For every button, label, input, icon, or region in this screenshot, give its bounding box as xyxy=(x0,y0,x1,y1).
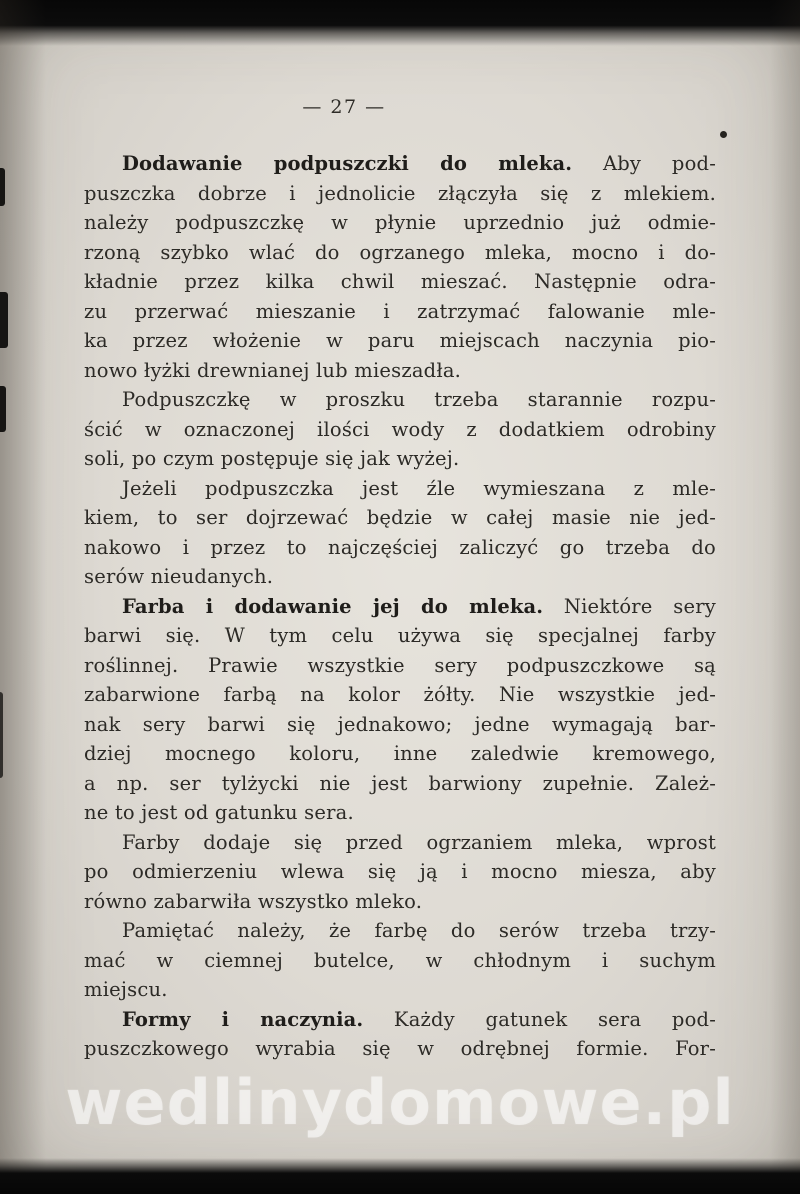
text-line: barwi się. W tym celu używa się specjalnej farby xyxy=(84,624,716,647)
scan-edge-bottom xyxy=(0,1158,800,1194)
scan-artifact xyxy=(0,292,8,348)
binding-shadow-left xyxy=(0,0,46,1194)
paragraph-lead: Dodawanie podpuszczki do mleka. xyxy=(122,152,573,175)
paragraph xyxy=(84,1005,716,1064)
text-line: Pamiętać należy, że farbę do serów trzeba trzy- xyxy=(122,919,716,942)
scan-edge-top xyxy=(0,0,800,46)
text-line: nak sery barwi się jednakowo; jedne wymagają bar- xyxy=(84,712,716,736)
text-line: roślinnej. Prawie wszystkie sery podpuszczkowe są xyxy=(84,653,716,677)
ink-speck xyxy=(720,131,727,138)
text-line: po odmierzeniu wlewa się ją i mocno miesza, aby xyxy=(84,860,716,883)
text-line: mać w ciemnej butelce, w chłodnym i suchym xyxy=(84,948,716,972)
text-line xyxy=(84,592,716,622)
text-line: puszczka dobrze i jednolicie złączyła się z mlekiem. xyxy=(84,181,716,205)
text-line xyxy=(84,1005,716,1035)
text-line-text: Każdy gatunek sera pod- xyxy=(393,1007,716,1031)
text-line: kładnie przez kilka chwil mieszać. Następnie odra- xyxy=(84,270,716,293)
text-line: dziej mocnego koloru, inne zaledwie kremowego, xyxy=(84,742,716,765)
text-line: nowo łyżki drewnianej lub mieszadła. xyxy=(84,358,462,382)
paragraph-lead: Formy i naczynia. xyxy=(122,1007,364,1031)
text-line: Podpuszczkę w proszku trzeba starannie rozpu- xyxy=(122,388,716,411)
text-line-text: Niektóre sery xyxy=(563,594,716,618)
text-line: nakowo i przez to najczęściej zaliczyć go trzeba do xyxy=(84,535,716,559)
text-line: Jeżeli podpuszczka jest źle wymieszana z mle- xyxy=(122,476,716,500)
scan-artifact xyxy=(0,386,6,432)
page-shadow-right xyxy=(770,0,800,1194)
text-line: serów nieudanych. xyxy=(84,565,274,588)
paragraph xyxy=(84,828,716,917)
paragraph xyxy=(84,149,716,385)
paragraph xyxy=(84,474,716,592)
text-line: miejscu. xyxy=(84,978,168,1001)
text-line: ścić w oznaczonej ilości wody z dodatkiem odrobiny xyxy=(84,417,716,441)
paragraph xyxy=(84,385,716,474)
text-line: zu przerwać mieszanie i zatrzymać falowanie mle- xyxy=(84,299,716,323)
watermark: wedlinydomowe.pl xyxy=(65,1066,735,1139)
text-line: kiem, to ser dojrzewać będzie w całej masie nie jed- xyxy=(84,506,716,529)
paragraph xyxy=(84,916,716,1005)
text-line: równo zabarwiła wszystko mleko. xyxy=(84,889,423,913)
text-line: zabarwione farbą na kolor żółty. Nie wszystkie jed- xyxy=(84,683,716,706)
paragraph-lead: Farba i dodawanie jej do mleka. xyxy=(122,594,544,618)
text-line: należy podpuszczkę w płynie uprzednio już odmie- xyxy=(84,211,716,234)
scan-artifact xyxy=(0,692,3,778)
text-line: a np. ser tylżycki nie jest barwiony zupełnie. Zależ- xyxy=(84,771,716,795)
text-line: Farby dodaje się przed ogrzaniem mleka, wprost xyxy=(122,830,716,854)
page-text xyxy=(84,149,716,1064)
paragraph xyxy=(84,592,716,828)
page-number: — 27 — xyxy=(302,96,386,118)
text-line-text: Aby pod- xyxy=(602,152,716,175)
text-line: rzoną szybko wlać do ogrzanego mleka, mocno i do- xyxy=(84,240,716,264)
text-line: soli, po czym postępuje się jak wyżej. xyxy=(84,447,460,470)
text-line xyxy=(84,149,716,179)
scan-artifact xyxy=(0,168,5,206)
text-line: ne to jest od gatunku sera. xyxy=(84,801,354,824)
text-line: ka przez włożenie w paru miejscach naczynia pio- xyxy=(84,329,716,352)
text-line: puszczkowego wyrabia się w odrębnej formie. For- xyxy=(84,1037,716,1060)
